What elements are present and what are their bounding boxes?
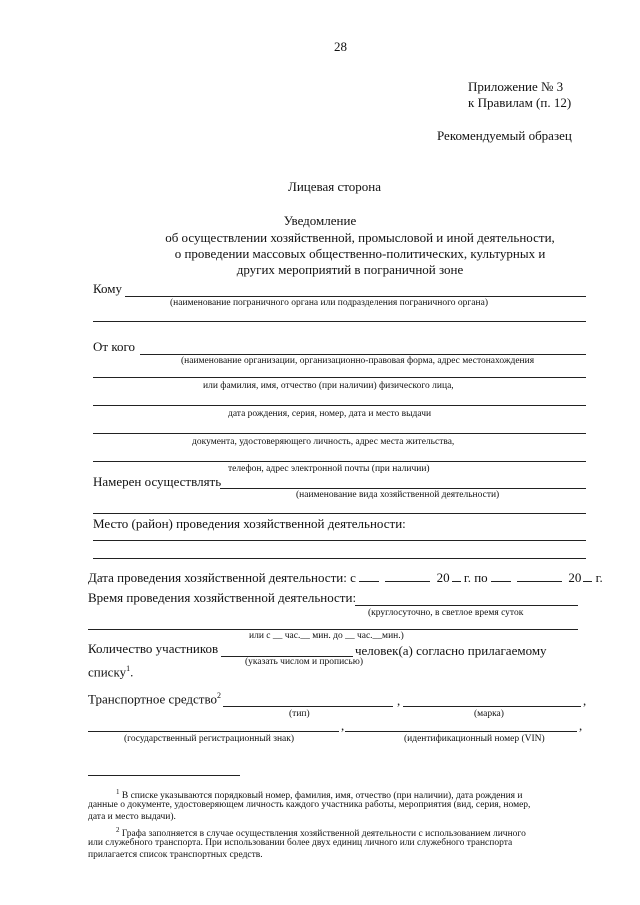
footnote-1-text-1: В списке указываются порядковый номер, фамилия, имя, отчество (при наличии), дата рождения и (121, 791, 523, 802)
to-caption: (наименование пограничного органа или подразделения пограничного органа) (170, 298, 488, 308)
footnote-2-line-2: или служебного транспорта. При использовании более двух единиц личного или служебного транспорта (88, 838, 513, 848)
vehicle-label (88, 691, 221, 707)
participants-suffix: человек(а) согласно прилагаемому (355, 643, 547, 658)
brand-caption: (марка) (474, 709, 504, 719)
time-field-2[interactable] (88, 629, 578, 630)
time-caption: (круглосуточно, в светлое время суток (368, 608, 524, 618)
footnote-2-text-1: Графа заполняется в случае осуществления хозяйственной деятельности с использованием личного (121, 829, 526, 840)
from-caption-2: или фамилия, имя, отчество (при наличии) физического лица, (203, 381, 454, 391)
date-from-month-field[interactable] (385, 571, 430, 582)
footnote-ref-2: 2 (217, 691, 222, 700)
dates-label: Дата проведения хозяйственной деятельности: с (88, 570, 356, 585)
reg-caption: (государственный регистрационный знак) (124, 734, 295, 744)
intends-field[interactable] (220, 488, 586, 489)
footnote-ref-1: 1 (126, 664, 131, 673)
date-to-day-field[interactable] (491, 571, 511, 582)
place-label: Место (район) проведения хозяйственной деятельности: (93, 516, 406, 531)
vehicle-brand-field[interactable] (403, 706, 581, 707)
from-label: От кого (93, 339, 135, 354)
date-from-year-field[interactable] (452, 571, 461, 582)
to-field[interactable] (125, 296, 586, 297)
to-field-2[interactable] (93, 321, 586, 322)
time-label: Время проведения хозяйственной деятельности: (88, 590, 357, 605)
date-from-year-prefix: 20 (436, 570, 450, 585)
place-field[interactable] (93, 540, 586, 541)
date-from-day-field[interactable] (359, 571, 379, 582)
comma-1: , (397, 693, 401, 708)
participants-tail-text: списку (88, 664, 127, 680)
from-field-4[interactable] (93, 433, 586, 434)
footnote-1-line-3: дата и место выдачи). (88, 812, 176, 822)
footnote-1-line-2: данные о документе, удостоверяющем личность каждого участника работы, мероприятия (вид, серия, номер, (88, 800, 531, 810)
date-from-year-suffix: г. по (463, 570, 488, 585)
from-caption-3: дата рождения, серия, номер, дата и место выдачи (228, 409, 432, 419)
date-to-month-field[interactable] (517, 571, 562, 582)
from-field-5[interactable] (93, 461, 586, 462)
rules-reference: к Правилам (п. 12) (468, 95, 572, 110)
appendix-label: Приложение № 3 (468, 79, 564, 94)
from-caption-4: документа, удостоверяющего личность, адрес места жительства, (192, 437, 455, 447)
from-field-3[interactable] (93, 405, 586, 406)
from-field[interactable] (140, 354, 586, 355)
comma-4: , (579, 718, 583, 733)
to-label: Кому (93, 281, 123, 296)
side-label: Лицевая сторона (288, 179, 381, 194)
time-caption-2: или с __ час.__ мин. до __ час.__мин.) (249, 631, 404, 641)
document-title: Уведомление (283, 213, 357, 228)
vehicle-type-field[interactable] (223, 706, 393, 707)
footnote-2-line-3: прилагается список транспортных средств. (88, 850, 263, 860)
intends-field-2[interactable] (93, 513, 586, 514)
dates-row (88, 570, 603, 586)
from-caption-5: телефон, адрес электронной почты (при наличии) (228, 464, 430, 474)
intends-caption: (наименование вида хозяйственной деятельности) (296, 490, 500, 500)
title-line-3: о проведении массовых общественно-политических, культурных и (174, 246, 546, 261)
type-caption: (тип) (289, 709, 310, 719)
participants-label: Количество участников (88, 641, 219, 656)
footnote-2-mark: 2 (116, 826, 120, 834)
title-line-4: других мероприятий в пограничной зоне (236, 262, 464, 277)
from-field-2[interactable] (93, 377, 586, 378)
participants-tail (88, 664, 133, 680)
vehicle-vin-field[interactable] (345, 731, 577, 732)
page-number: 28 (334, 39, 347, 54)
comma-3: , (341, 718, 345, 733)
vehicle-label-text: Транспортное средство (88, 691, 218, 707)
participants-tail-end: . (130, 664, 134, 680)
vin-caption: (идентификационный номер (VIN) (404, 734, 545, 744)
sample-label: Рекомендуемый образец (437, 128, 572, 143)
intends-label: Намерен осуществлять (93, 474, 222, 489)
date-to-year-field[interactable] (583, 571, 592, 582)
comma-2: , (583, 693, 587, 708)
participants-caption: (указать числом и прописью) (245, 657, 363, 667)
footnote-1-mark: 1 (116, 788, 120, 796)
date-to-year-prefix: 20 (568, 570, 582, 585)
footnote-separator (88, 775, 240, 776)
from-caption-1: (наименование организации, организационно-правовая форма, адрес местонахождения (181, 356, 535, 366)
time-field[interactable] (355, 605, 578, 606)
date-to-year-suffix: г. (595, 570, 603, 585)
place-field-2[interactable] (93, 558, 586, 559)
title-line-2: об осуществлении хозяйственной, промысловой и иной деятельности, (165, 230, 555, 245)
vehicle-reg-field[interactable] (88, 731, 339, 732)
